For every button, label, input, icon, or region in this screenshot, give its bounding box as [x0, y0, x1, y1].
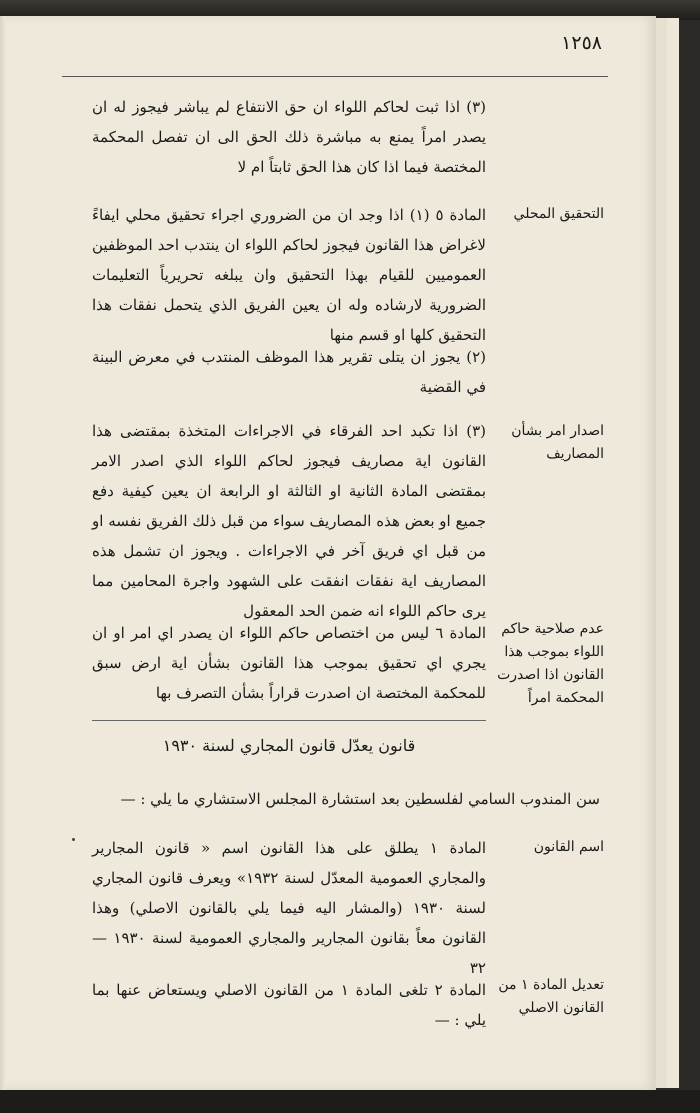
paragraph-text: المادة ٥ (١) اذا وجد ان من الضروري اجراء تحقيق محلي ايفاءً لاغراض هذا القانون فيجوز لحاكم اللواء ان ينتدب احد الموظفين العموميين للقيام بهذا التحقيق وان يبلغه تحريرياً التعليمات الضرورية لارشاده وله ان يعين الفريق الذي يتحمل نفقات هذا التحقيق كلها او قسم منها	[92, 206, 486, 344]
margin-note: تعديل المادة ١ من القانون الاصلي	[498, 977, 604, 1016]
margin-note: عدم صلاحية حاكم اللواء بموجب هذا القانون اذا اصدرت المحكمة امراً	[497, 621, 604, 706]
margin-note: اصدار امر بشأن المصاريف	[511, 423, 604, 462]
margin-note: التحقيق المحلي	[513, 206, 604, 222]
paragraph-text: (٣) اذا تكبد احد الفرقاء في الاجراءات المتخذة بمقتضى هذا القانون اية مصاريف فيجوز لحاكم اللواء الذي اصدر الامر بمقتضى المادة الثانية او الثالثة او الرابعة ان يعين كيفية دفع جميع او بعض هذه المصاريف سواء من قبل ذلك الفريق نفسه او من قبل اي فريق آخر في الاجراءات . ويجوز ان تشمل هذه المصاريف اية نفقات انفقت على الشهود واجرة المحامين مما يرى حاكم اللواء انه ضمن الحد المعقول	[92, 422, 486, 620]
margin-note: اسم القانون	[533, 839, 604, 855]
scan-speck	[72, 838, 75, 841]
page-gutter	[0, 16, 6, 1090]
article-text: المادة ٢ تلغى المادة ١ من القانون الاصلي ويستعاض عنها بما يلي : —	[92, 981, 486, 1029]
scan-bottom-edge	[0, 1090, 700, 1113]
page-number: ١٢٥٨	[561, 32, 602, 54]
article-text: المادة ١ يطلق على هذا القانون اسم « قانون المجارير والمجاري العمومية المعدّل لسنة ١٩٣٢» ويعرف قانون المجاري لسنة ١٩٣٠ (والمشار اليه فيما يلي بالقانون الاصلي) وهذا القانون معاً بقانون المجارير والمجاري العمومية لسنة ١٩٣٠ — ٣٢	[92, 839, 486, 977]
enacting-clause: سن المندوب السامي لفلسطين بعد استشارة المجلس الاستشاري ما يلي : —	[120, 790, 600, 808]
law-title: قانون يعدّل قانون المجاري لسنة ١٩٣٠	[162, 736, 416, 755]
header-rule	[62, 76, 608, 77]
paragraph-text: (٢) يجوز ان يتلى تقرير هذا الموظف المنتدب في معرض البينة في القضية	[92, 348, 486, 396]
paragraph-text: (٣) اذا ثبت لحاكم اللواء ان حق الانتفاع لم يباشر فيجوز له ان يصدر امراً يمنع به مباشرة ذلك الحق الى ان تفصل المحكمة المختصة فيما اذا كان هذا الحق ثابتاً ام لا	[92, 98, 486, 176]
section-divider	[92, 720, 486, 721]
paragraph-text: المادة ٦ ليس من اختصاص حاكم اللواء ان يصدر اي امر او ان يجري اي تحقيق بموجب هذا القانون بشأن اية ارض سبق للمحكمة المختصة ان اصدرت قراراً بشأن التصرف بها	[92, 624, 486, 702]
